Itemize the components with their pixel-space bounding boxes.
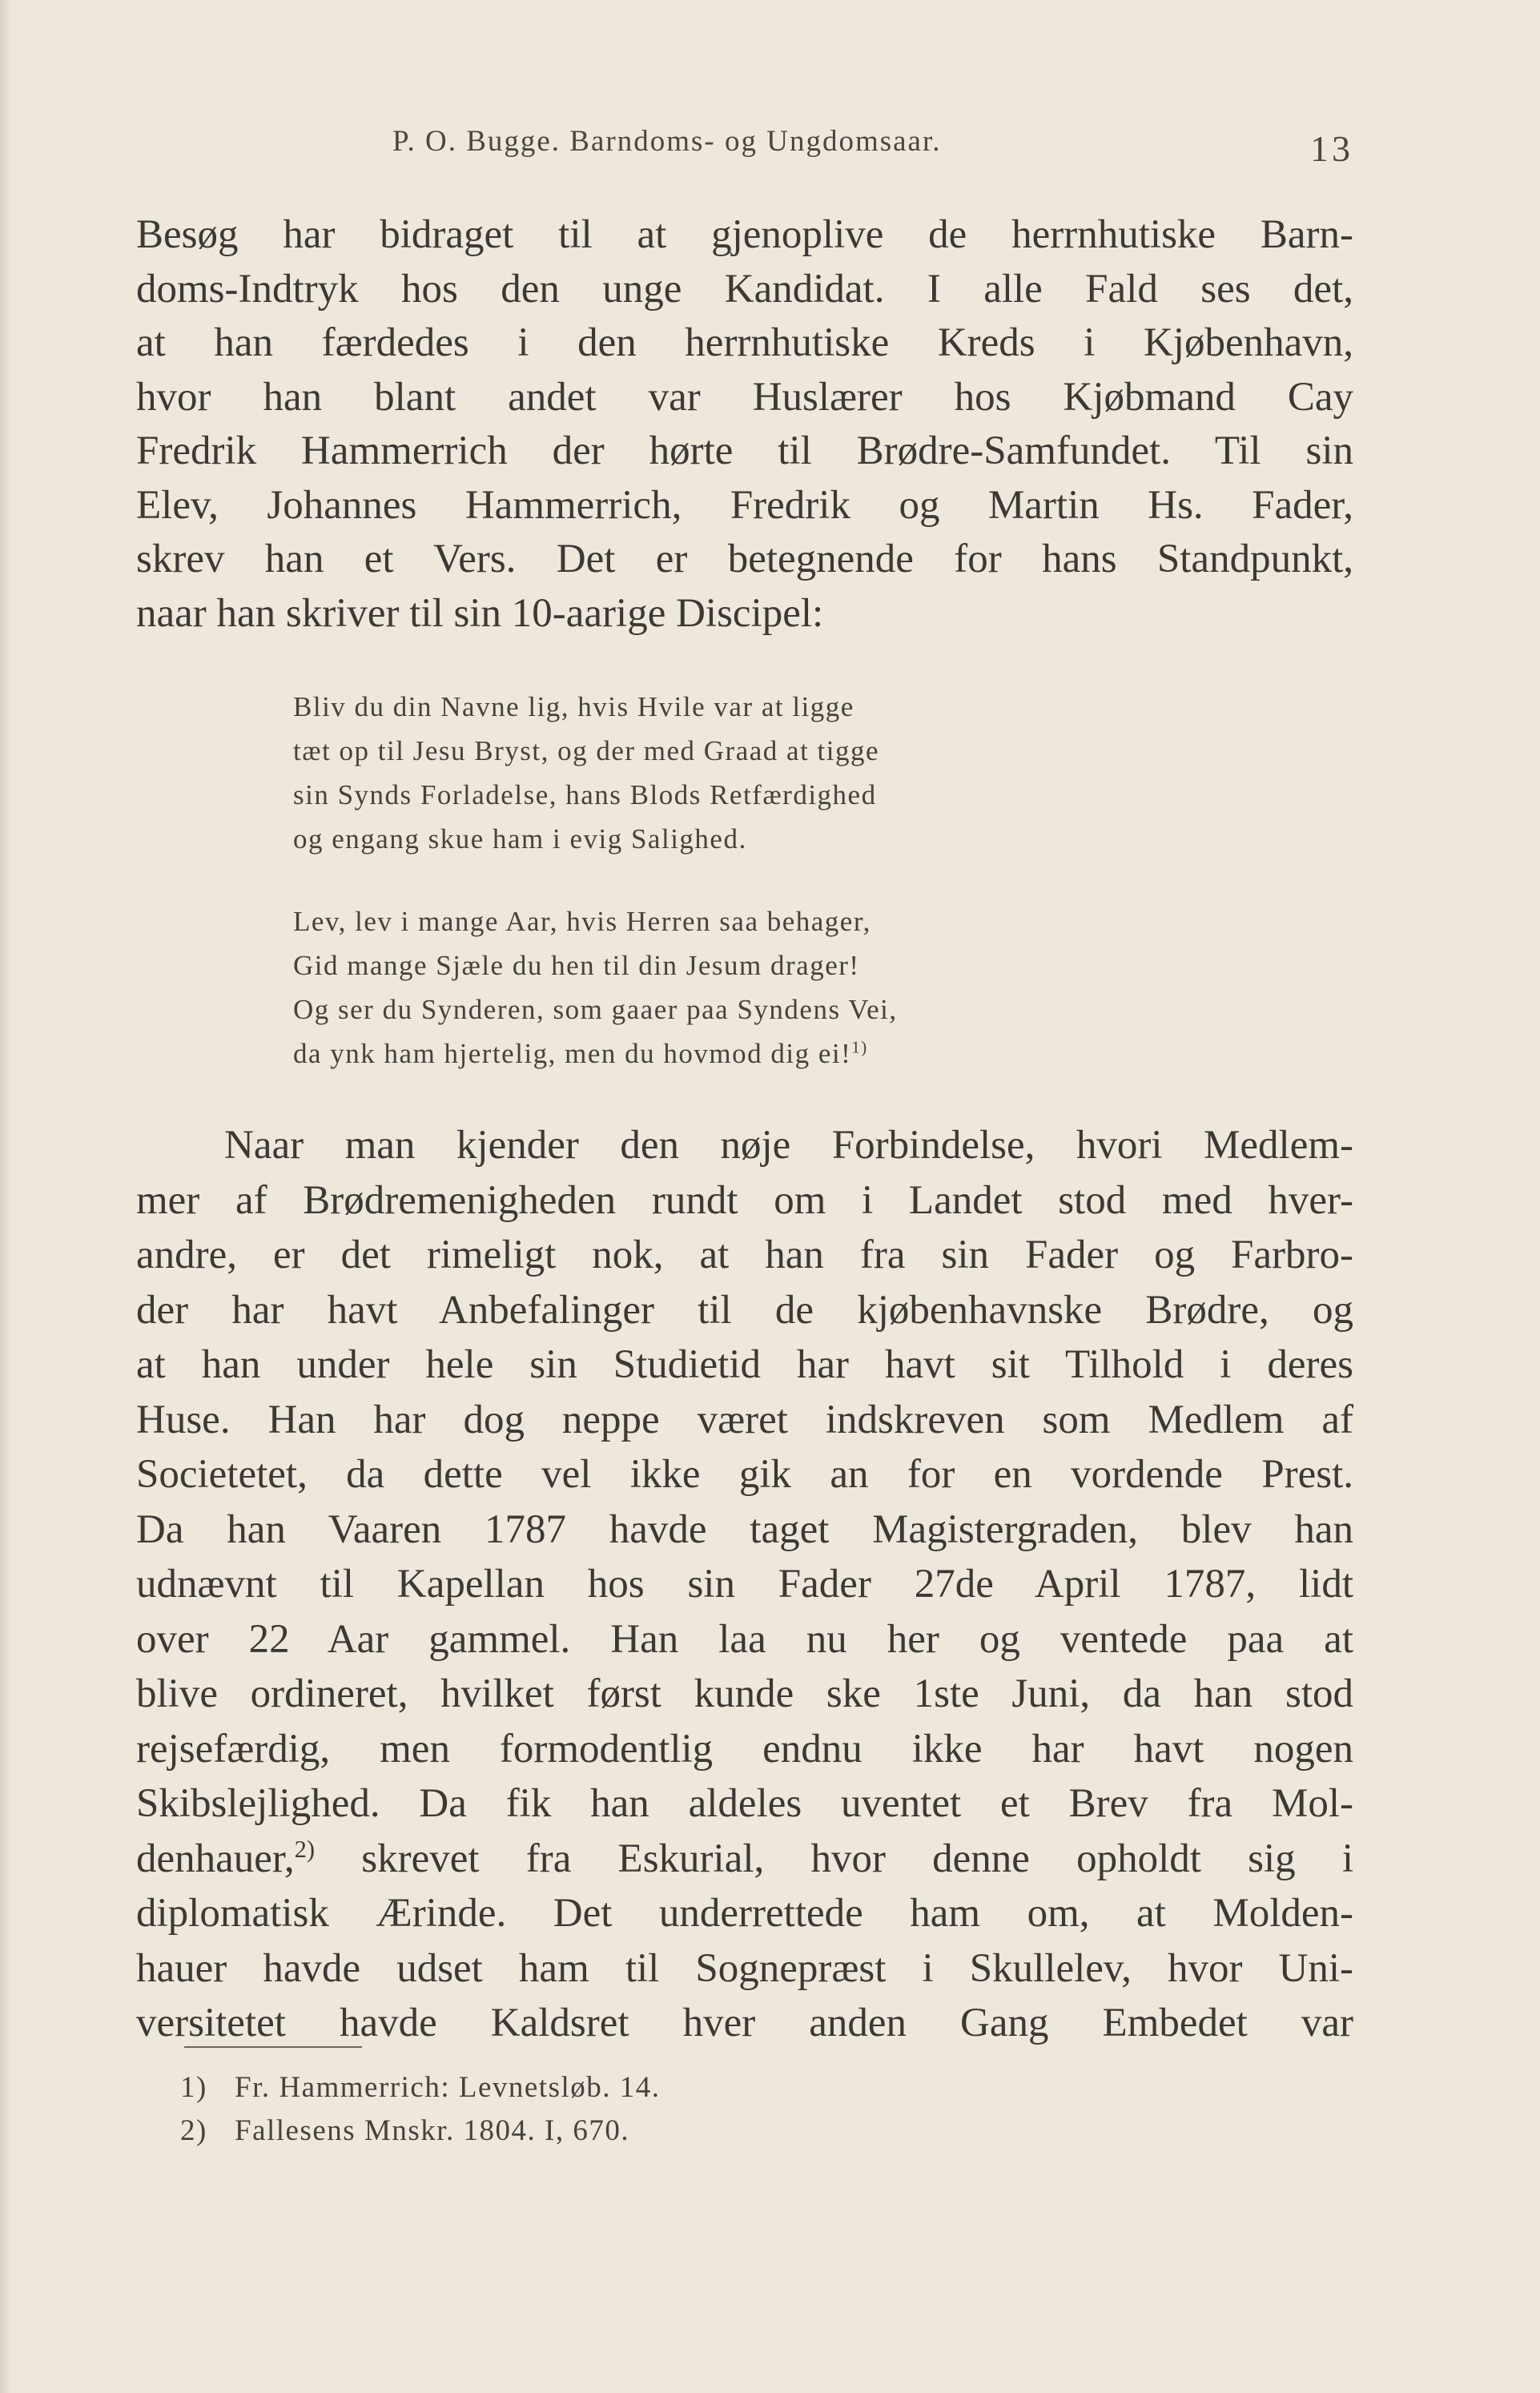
- page-header: [136, 124, 1353, 172]
- text-line: rejsefærdig, men formodentlig endnu ikke har havt nogen: [136, 1726, 1353, 1772]
- text-line: at han under hele sin Studietid har havt sit Tilhold i deres: [136, 1342, 1353, 1387]
- text-line: naar han skriver til sin 10-aarige Discipel:: [136, 590, 824, 636]
- verse-block: [293, 685, 1094, 1114]
- verse-line: sin Synds Forladelse, hans Blods Retfærdighed: [293, 779, 877, 810]
- verse-line: tæt op til Jesu Bryst, og der med Graad at tigge: [293, 735, 880, 766]
- footnote-mark: 2): [180, 2114, 207, 2147]
- text-line: Huse. Han har dog neppe været indskreven som Medlem af: [136, 1397, 1353, 1442]
- text-line: Naar man kjender den nøje Forbindelse, hvori Medlem-: [224, 1123, 1353, 1168]
- text-line: doms-Indtryk hos den unge Kandidat. I alle Fald ses det,: [136, 266, 1353, 312]
- text-line: skrev han et Vers. Det er betegnende for hans Standpunkt,: [136, 537, 1353, 581]
- verse-stanza: [293, 685, 1094, 861]
- text-line: Skibslejlighed. Da fik han aldeles uventet et Brev fra Mol-: [136, 1781, 1353, 1826]
- running-title: P. O. Bugge. Barndoms- og Ungdomsaar.: [392, 125, 942, 158]
- text-line: versitetet havde Kaldsret hver anden Gang Embedet var: [136, 2001, 1353, 2045]
- footnote: [180, 2066, 661, 2109]
- text-line: hauer havde udset ham til Sognepræst i Skullelev, hvor Uni-: [136, 1945, 1353, 1991]
- footnote-mark: 1): [180, 2071, 207, 2104]
- text-line: [136, 1832, 1353, 1887]
- footnote-ref: 2): [294, 1835, 316, 1863]
- footnote-ref: 1): [851, 1037, 868, 1057]
- text-segment: skrevet fra Eskurial, hvor denne opholdt sig i: [315, 1836, 1353, 1881]
- footnote: [180, 2109, 661, 2153]
- text-line: diplomatisk Ærinde. Det underrettede ham om, at Molden-: [136, 1891, 1353, 1936]
- text-line: blive ordineret, hvilket først kunde ske 1ste Juni, da han stod: [136, 1671, 1353, 1716]
- verse-line: [293, 1032, 1094, 1076]
- verse-line: Gid mange Sjæle du hen til din Jesum drager!: [293, 950, 860, 981]
- text-line: Besøg har bidraget til at gjenoplive de herrnhutiske Barn-: [136, 212, 1353, 257]
- page-number: 13: [1310, 128, 1353, 169]
- text-line: at han færdedes i den herrnhutiske Kreds i Kjøbenhavn,: [136, 320, 1353, 365]
- verse-line: Og ser du Synderen, som gaaer paa Syndens Vei,: [293, 994, 898, 1025]
- paragraph-2: [136, 1118, 1353, 2051]
- footnote-text: Fr. Hammerrich: Levnetsløb. 14.: [235, 2071, 661, 2104]
- text-line: Fredrik Hammerrich der hørte til Brødre-Samfundet. Til sin: [136, 428, 1353, 473]
- verse-stanza: [293, 899, 1094, 1076]
- text-line: andre, er det rimeligt nok, at han fra sin Fader og Farbro-: [136, 1233, 1353, 1277]
- text-line: Da han Vaaren 1787 havde taget Magistergraden, blev han: [136, 1506, 1353, 1552]
- paragraph-1: [136, 208, 1353, 641]
- page-binding-edge: [0, 0, 11, 2393]
- text-line: over 22 Aar gammel. Han laa nu her og ventede paa at: [136, 1616, 1353, 1662]
- footnotes: [180, 2066, 661, 2153]
- text-segment: denhauer,: [136, 1836, 295, 1881]
- text-line: udnævnt til Kapellan hos sin Fader 27de April 1787, lidt: [136, 1562, 1353, 1607]
- verse-line: og engang skue ham i evig Salighed.: [293, 823, 747, 855]
- footnote-divider: [184, 2046, 362, 2048]
- text-line: der har havt Anbefalinger til de kjøbenhavnske Brødre, og: [136, 1287, 1353, 1333]
- text-line: hvor han blant andet var Huslærer hos Kjøbmand Cay: [136, 374, 1353, 420]
- verse-line-text: da ynk ham hjertelig, men du hovmod dig ei!: [293, 1038, 852, 1069]
- text-line: mer af Brødremenigheden rundt om i Landet stod med hver-: [136, 1177, 1353, 1223]
- text-line: Societetet, da dette vel ikke gik an for en vordende Prest.: [136, 1452, 1353, 1497]
- verse-line: Lev, lev i mange Aar, hvis Herren saa behager,: [293, 906, 871, 937]
- verse-line: Bliv du din Navne lig, hvis Hvile var at ligge: [293, 691, 854, 722]
- text-line: Elev, Johannes Hammerrich, Fredrik og Martin Hs. Fader,: [136, 482, 1353, 528]
- footnote-text: Fallesens Mnskr. 1804. I, 670.: [235, 2114, 630, 2147]
